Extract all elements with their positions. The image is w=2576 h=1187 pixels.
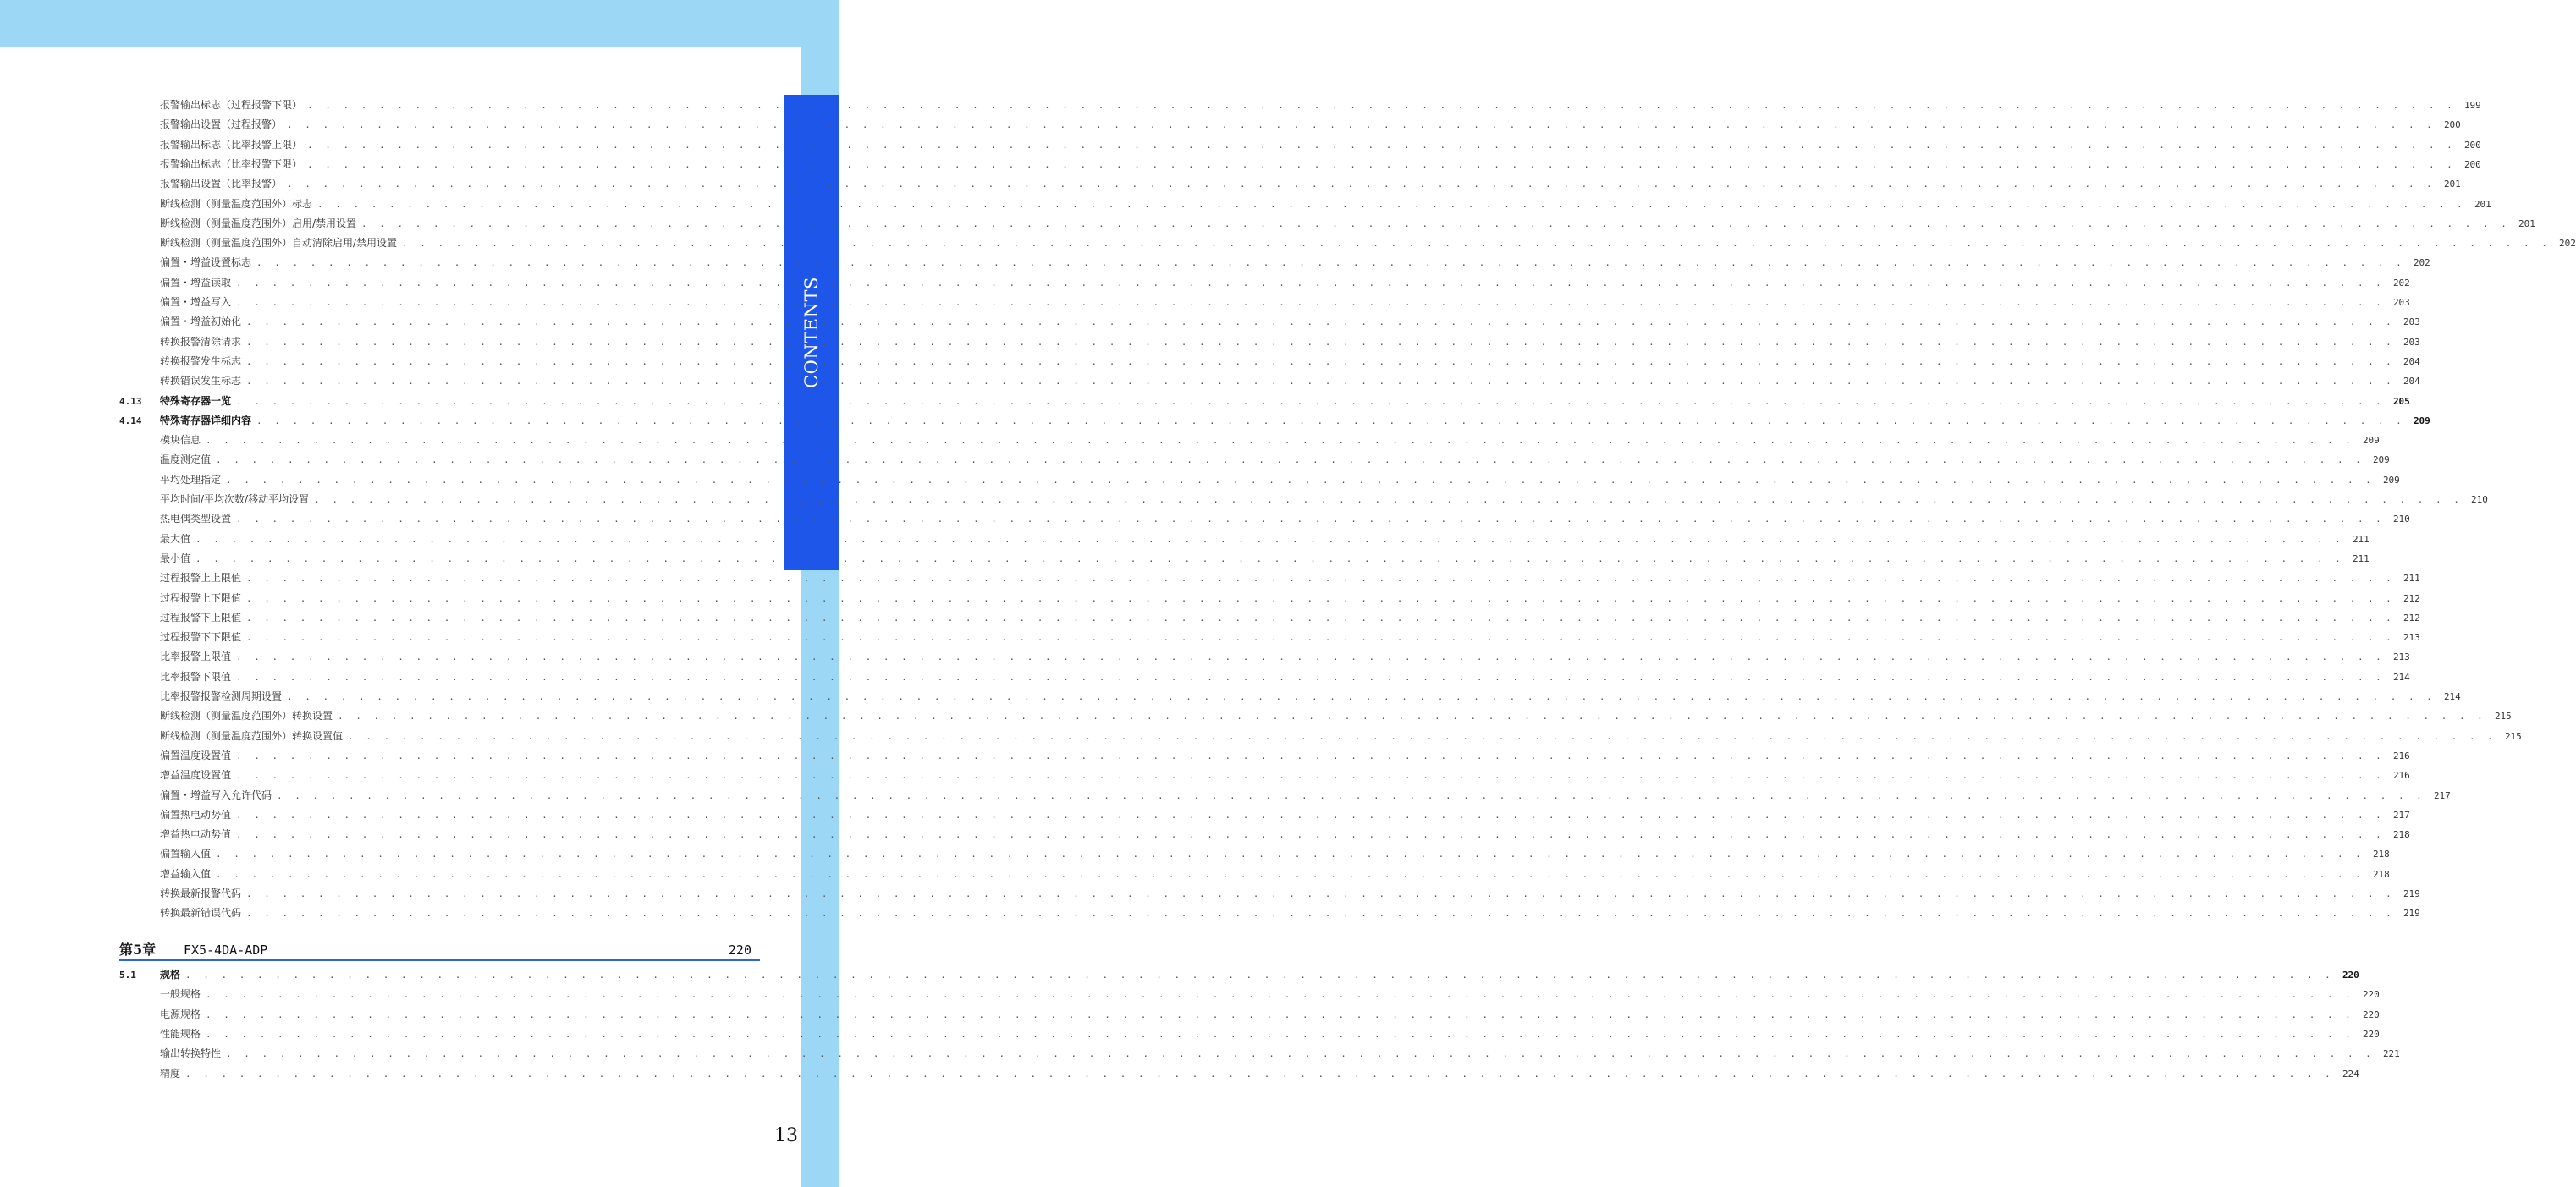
toc-entry-title: 偏置・增益设置标志 <box>160 256 252 269</box>
toc-entry-page: 219 <box>2403 888 2420 899</box>
toc-leader-dots: . . . . . . . . . . . . . . . . . . . . . . . . . . . . . . . . . . . . . . . . . . . . . . . . . . . . . . . . . . . . . . . . . . . . . . . . . . . . . . . . . . . . . . . . . . . . . . . . . . . . . . . . . . . . . . . . . . . . . . . . <box>307 100 2456 111</box>
toc-leader-dots: . . . . . . . . . . . . . . . . . . . . . . . . . . . . . . . . . . . . . . . . . . . . . . . . . . . . . . . . . . . . . . . . . . . . . . . . . . . . . . . . . . . . . . . . . . . . . . . . . . . . . . . . . . . . . . . . . . . . . . . . <box>226 474 2375 486</box>
toc-leader-dots: . . . . . . . . . . . . . . . . . . . . . . . . . . . . . . . . . . . . . . . . . . . . . . . . . . . . . . . . . . . . . . . . . . . . . . . . . . . . . . . . . . . . . . . . . . . . . . . . . . . . . . . . . . . . . . . . . . . . . . . . <box>185 1068 2334 1080</box>
toc-entry-page: 199 <box>2463 100 2481 111</box>
toc-leader-dots: . . . . . . . . . . . . . . . . . . . . . . . . . . . . . . . . . . . . . . . . . . . . . . . . . . . . . . . . . . . . . . . . . . . . . . . . . . . . . . . . . . . . . . . . . . . . . . . . . . . . . . . . . . . . . . . . . . . . . . . . <box>236 829 2385 841</box>
toc-leader-dots: . . . . . . . . . . . . . . . . . . . . . . . . . . . . . . . . . . . . . . . . . . . . . . . . . . . . . . . . . . . . . . . . . . . . . . . . . . . . . . . . . . . . . . . . . . . . . . . . . . . . . . . . . . . . . . . . . . . . . . . . <box>246 376 2395 387</box>
toc-leader-dots: . . . . . . . . . . . . . . . . . . . . . . . . . . . . . . . . . . . . . . . . . . . . . . . . . . . . . . . . . . . . . . . . . . . . . . . . . . . . . . . . . . . . . . . . . . . . . . . . . . . . . . . . . . . . . . . . . . . . . . . . <box>185 970 2334 981</box>
toc-leader-dots: . . . . . . . . . . . . . . . . . . . . . . . . . . . . . . . . . . . . . . . . . . . . . . . . . . . . . . . . . . . . . . . . . . . . . . . . . . . . . . . . . . . . . . . . . . . . . . . . . . . . . . . . . . . . . . . . . . . . . . . . <box>317 198 2466 210</box>
toc-leader-dots: . . . . . . . . . . . . . . . . . . . . . . . . . . . . . . . . . . . . . . . . . . . . . . . . . . . . . . . . . . . . . . . . . . . . . . . . . . . . . . . . . . . . . . . . . . . . . . . . . . . . . . . . . . . . . . . . . . . . . . . . <box>246 336 2395 348</box>
toc-entry-page: 214 <box>2392 671 2410 683</box>
toc-entry-page: 201 <box>2474 198 2491 210</box>
toc-entry-page: 212 <box>2403 592 2420 604</box>
toc-entry-title: 报警输出设置（比率报警） <box>160 178 283 190</box>
toc-entry[interactable] <box>119 372 2420 389</box>
toc-entry[interactable] <box>119 728 2522 745</box>
toc-entry-page: 202 <box>2392 277 2410 289</box>
toc-leader-dots: . . . . . . . . . . . . . . . . . . . . . . . . . . . . . . . . . . . . . . . . . . . . . . . . . . . . . . . . . . . . . . . . . . . . . . . . . . . . . . . . . . . . . . . . . . . . . . . . . . . . . . . . . . . . . . . . . . . . . . . . <box>236 651 2385 663</box>
toc-entry-title: 比率报警下限值 <box>160 670 232 683</box>
toc-entry-page: 204 <box>2403 376 2420 387</box>
toc-entry-title: 增益温度设置值 <box>160 769 232 782</box>
toc-entry-title: 断线检测（测量温度范围外）转换设置 <box>160 710 333 723</box>
toc-leader-dots: . . . . . . . . . . . . . . . . . . . . . . . . . . . . . . . . . . . . . . . . . . . . . . . . . . . . . . . . . . . . . . . . . . . . . . . . . . . . . . . . . . . . . . . . . . . . . . . . . . . . . . . . . . . . . . . . . . . . . . . . <box>206 435 2354 447</box>
toc-entry-page: 205 <box>2392 395 2410 407</box>
toc-leader-dots: . . . . . . . . . . . . . . . . . . . . . . . . . . . . . . . . . . . . . . . . . . . . . . . . . . . . . . . . . . . . . . . . . . . . . . . . . . . . . . . . . . . . . . . . . . . . . . . . . . . . . . . . . . . . . . . . . . . . . . . . <box>287 691 2436 702</box>
toc-entry-title: 平均处理指定 <box>160 473 222 486</box>
toc-section-entry[interactable] <box>119 966 2359 983</box>
toc-leader-dots: . . . . . . . . . . . . . . . . . . . . . . . . . . . . . . . . . . . . . . . . . . . . . . . . . . . . . . . . . . . . . . . . . . . . . . . . . . . . . . . . . . . . . . . . . . . . . . . . . . . . . . . . . . . . . . . . . . . . . . . . <box>226 1048 2375 1060</box>
toc-entry[interactable] <box>119 986 2380 1003</box>
toc-leader-dots: . . . . . . . . . . . . . . . . . . . . . . . . . . . . . . . . . . . . . . . . . . . . . . . . . . . . . . . . . . . . . . . . . . . . . . . . . . . . . . . . . . . . . . . . . . . . . . . . . . . . . . . . . . . . . . . . . . . . . . . . <box>287 119 2436 131</box>
toc-entry-title: 过程报警下下限值 <box>160 631 242 644</box>
toc-entry[interactable] <box>119 688 2461 705</box>
toc-leader-dots: . . . . . . . . . . . . . . . . . . . . . . . . . . . . . . . . . . . . . . . . . . . . . . . . . . . . . . . . . . . . . . . . . . . . . . . . . . . . . . . . . . . . . . . . . . . . . . . . . . . . . . . . . . . . . . . . . . . . . . . . <box>361 217 2510 229</box>
toc-entry[interactable] <box>119 707 2512 724</box>
toc-entry-page: 210 <box>2392 514 2410 525</box>
toc-entry-page: 200 <box>2443 119 2461 131</box>
toc-entry-title: 偏置・增益写入 <box>160 296 232 308</box>
toc-entry[interactable] <box>119 629 2420 646</box>
toc-entry-page: 209 <box>2413 415 2430 426</box>
toc-entry-title: 报警输出标志（过程报警下限） <box>160 99 303 111</box>
toc-entry-title: 断线检测（测量温度范围外）自动清除启用/禁用设置 <box>160 237 398 250</box>
toc-entry-page: 216 <box>2392 770 2410 782</box>
page-number: 13 <box>774 1125 798 1146</box>
toc-entry-title: 增益输入值 <box>160 867 212 880</box>
toc-entry-page: 202 <box>2413 257 2430 269</box>
toc-entry-page: 216 <box>2392 750 2410 761</box>
toc-entry-title: 电源规格 <box>160 1008 201 1020</box>
toc-leader-dots: . . . . . . . . . . . . . . . . . . . . . . . . . . . . . . . . . . . . . . . . . . . . . . . . . . . . . . . . . . . . . . . . . . . . . . . . . . . . . . . . . . . . . . . . . . . . . . . . . . . . . . . . . . . . . . . . . . . . . . . . <box>246 355 2395 367</box>
toc-entry[interactable] <box>119 648 2410 665</box>
toc-leader-dots: . . . . . . . . . . . . . . . . . . . . . . . . . . . . . . . . . . . . . . . . . . . . . . . . . . . . . . . . . . . . . . . . . . . . . . . . . . . . . . . . . . . . . . . . . . . . . . . . . . . . . . . . . . . . . . . . . . . . . . . . <box>314 494 2463 505</box>
toc-leader-dots: . . . . . . . . . . . . . . . . . . . . . . . . . . . . . . . . . . . . . . . . . . . . . . . . . . . . . . . . . . . . . . . . . . . . . . . . . . . . . . . . . . . . . . . . . . . . . . . . . . . . . . . . . . . . . . . . . . . . . . . . <box>246 612 2395 624</box>
toc-entry[interactable] <box>119 590 2420 607</box>
toc-entry-page: 218 <box>2372 849 2390 860</box>
toc-entry[interactable] <box>119 806 2410 823</box>
toc-entry-title: 性能规格 <box>160 1027 201 1040</box>
contents-tab-label: CONTENTS <box>801 277 823 388</box>
toc-entry-page: 200 <box>2463 158 2481 170</box>
toc-entry[interactable] <box>119 787 2451 804</box>
toc-leader-dots: . . . . . . . . . . . . . . . . . . . . . . . . . . . . . . . . . . . . . . . . . . . . . . . . . . . . . . . . . . . . . . . . . . . . . . . . . . . . . . . . . . . . . . . . . . . . . . . . . . . . . . . . . . . . . . . . . . . . . . . . <box>246 908 2395 920</box>
toc-entry-title: 一般规格 <box>160 988 201 1001</box>
toc-entry[interactable] <box>119 156 2481 173</box>
toc-entry-title: 比率报警上限值 <box>160 651 232 663</box>
toc-entry-title: 报警输出标志（比率报警下限） <box>160 157 303 170</box>
toc-entry-page: 203 <box>2403 336 2420 348</box>
toc-entry-title: 最大值 <box>160 532 191 545</box>
toc-entry-page: 219 <box>2403 908 2420 920</box>
toc-leader-dots: . . . . . . . . . . . . . . . . . . . . . . . . . . . . . . . . . . . . . . . . . . . . . . . . . . . . . . . . . . . . . . . . . . . . . . . . . . . . . . . . . . . . . . . . . . . . . . . . . . . . . . . . . . . . . . . . . . . . . . . . <box>195 533 2344 545</box>
toc-entry[interactable] <box>119 747 2410 764</box>
toc-leader-dots: . . . . . . . . . . . . . . . . . . . . . . . . . . . . . . . . . . . . . . . . . . . . . . . . . . . . . . . . . . . . . . . . . . . . . . . . . . . . . . . . . . . . . . . . . . . . . . . . . . . . . . . . . . . . . . . . . . . . . . . . <box>236 770 2385 782</box>
toc-entry[interactable] <box>119 254 2430 271</box>
toc-entry-title: 断线检测（测量温度范围外）转换设置值 <box>160 729 344 742</box>
toc-entry-title: 报警输出设置（过程报警） <box>160 118 283 131</box>
toc-leader-dots: . . . . . . . . . . . . . . . . . . . . . . . . . . . . . . . . . . . . . . . . . . . . . . . . . . . . . . . . . . . . . . . . . . . . . . . . . . . . . . . . . . . . . . . . . . . . . . . . . . . . . . . . . . . . . . . . . . . . . . . . <box>206 1008 2354 1020</box>
toc-leader-dots: . . . . . . . . . . . . . . . . . . . . . . . . . . . . . . . . . . . . . . . . . . . . . . . . . . . . . . . . . . . . . . . . . . . . . . . . . . . . . . . . . . . . . . . . . . . . . . . . . . . . . . . . . . . . . . . . . . . . . . . . <box>236 514 2385 525</box>
toc-entry[interactable] <box>119 1065 2359 1082</box>
toc-leader-dots: . . . . . . . . . . . . . . . . . . . . . . . . . . . . . . . . . . . . . . . . . . . . . . . . . . . . . . . . . . . . . . . . . . . . . . . . . . . . . . . . . . . . . . . . . . . . . . . . . . . . . . . . . . . . . . . . . . . . . . . . <box>402 238 2551 250</box>
toc-leader-dots: . . . . . . . . . . . . . . . . . . . . . . . . . . . . . . . . . . . . . . . . . . . . . . . . . . . . . . . . . . . . . . . . . . . . . . . . . . . . . . . . . . . . . . . . . . . . . . . . . . . . . . . . . . . . . . . . . . . . . . . . <box>246 888 2395 899</box>
toc-entry[interactable] <box>119 431 2380 448</box>
toc-leader-dots: . . . . . . . . . . . . . . . . . . . . . . . . . . . . . . . . . . . . . . . . . . . . . . . . . . . . . . . . . . . . . . . . . . . . . . . . . . . . . . . . . . . . . . . . . . . . . . . . . . . . . . . . . . . . . . . . . . . . . . . . <box>236 809 2385 821</box>
toc-entry-title: 过程报警下上限值 <box>160 611 242 624</box>
toc-entry[interactable] <box>119 885 2420 902</box>
toc-entry-title: 偏置・增益初始化 <box>160 316 242 328</box>
toc-entry-page: 218 <box>2372 868 2390 880</box>
toc-entry-page: 217 <box>2433 789 2451 801</box>
toc-entry[interactable] <box>119 116 2461 133</box>
toc-entry-page: 217 <box>2392 809 2410 821</box>
toc-entry-page: 220 <box>2362 1028 2380 1040</box>
toc-leader-dots: . . . . . . . . . . . . . . . . . . . . . . . . . . . . . . . . . . . . . . . . . . . . . . . . . . . . . . . . . . . . . . . . . . . . . . . . . . . . . . . . . . . . . . . . . . . . . . . . . . . . . . . . . . . . . . . . . . . . . . . . <box>236 277 2385 289</box>
toc-entry-title: 偏置・增益读取 <box>160 276 232 289</box>
toc-entry-page: 201 <box>2443 179 2461 190</box>
toc-entry-title: 增益热电动势值 <box>160 828 232 841</box>
toc-entry[interactable] <box>119 313 2420 330</box>
toc-entry-page: 200 <box>2463 139 2481 151</box>
toc-leader-dots: . . . . . . . . . . . . . . . . . . . . . . . . . . . . . . . . . . . . . . . . . . . . . . . . . . . . . . . . . . . . . . . . . . . . . . . . . . . . . . . . . . . . . . . . . . . . . . . . . . . . . . . . . . . . . . . . . . . . . . . . <box>307 158 2456 170</box>
toc-entry-page: 213 <box>2392 651 2410 663</box>
toc-entry-number: 5.1 <box>119 970 136 981</box>
toc-leader-dots: . . . . . . . . . . . . . . . . . . . . . . . . . . . . . . . . . . . . . . . . . . . . . . . . . . . . . . . . . . . . . . . . . . . . . . . . . . . . . . . . . . . . . . . . . . . . . . . . . . . . . . . . . . . . . . . . . . . . . . . . <box>277 789 2425 801</box>
toc-entry-page: 212 <box>2403 612 2420 624</box>
toc-entry[interactable] <box>119 845 2390 862</box>
toc-entry[interactable] <box>119 550 2370 567</box>
toc-entry[interactable] <box>119 904 2420 921</box>
toc-entry[interactable] <box>119 826 2410 843</box>
toc-entry-page: 220 <box>2362 989 2380 1001</box>
toc-leader-dots: . . . . . . . . . . . . . . . . . . . . . . . . . . . . . . . . . . . . . . . . . . . . . . . . . . . . . . . . . . . . . . . . . . . . . . . . . . . . . . . . . . . . . . . . . . . . . . . . . . . . . . . . . . . . . . . . . . . . . . . . <box>216 849 2364 860</box>
toc-entry-title: 断线检测（测量温度范围外）启用/禁用设置 <box>160 217 357 229</box>
toc-entry-title: 偏置输入值 <box>160 848 212 860</box>
top-decorative-band <box>0 0 839 47</box>
toc-entry-page: 209 <box>2372 454 2390 466</box>
toc-entry-page: 211 <box>2352 552 2370 564</box>
toc-entry-page: 203 <box>2392 297 2410 308</box>
toc-leader-dots: . . . . . . . . . . . . . . . . . . . . . . . . . . . . . . . . . . . . . . . . . . . . . . . . . . . . . . . . . . . . . . . . . . . . . . . . . . . . . . . . . . . . . . . . . . . . . . . . . . . . . . . . . . . . . . . . . . . . . . . . <box>246 573 2395 585</box>
toc-entry-page: 203 <box>2403 316 2420 328</box>
toc-entry-title: 报警输出标志（比率报警上限） <box>160 138 303 151</box>
toc-entry-title: 过程报警上下限值 <box>160 591 242 604</box>
toc-leader-dots: . . . . . . . . . . . . . . . . . . . . . . . . . . . . . . . . . . . . . . . . . . . . . . . . . . . . . . . . . . . . . . . . . . . . . . . . . . . . . . . . . . . . . . . . . . . . . . . . . . . . . . . . . . . . . . . . . . . . . . . . <box>256 415 2405 426</box>
toc-entry[interactable] <box>119 195 2491 212</box>
toc-section-entry[interactable] <box>119 393 2410 409</box>
toc-entry-page: 211 <box>2352 533 2370 545</box>
toc-entry[interactable] <box>119 136 2481 153</box>
toc-entry[interactable] <box>119 668 2410 685</box>
chapter-label: 第5章 <box>119 942 157 958</box>
toc-entry-title: 转换报警清除请求 <box>160 335 242 348</box>
toc-entry-page: 211 <box>2403 573 2420 585</box>
toc-leader-dots: . . . . . . . . . . . . . . . . . . . . . . . . . . . . . . . . . . . . . . . . . . . . . . . . . . . . . . . . . . . . . . . . . . . . . . . . . . . . . . . . . . . . . . . . . . . . . . . . . . . . . . . . . . . . . . . . . . . . . . . . <box>246 316 2395 328</box>
toc-entry[interactable] <box>119 1025 2380 1042</box>
toc-entry-page: 224 <box>2342 1068 2359 1080</box>
toc-leader-dots: . . . . . . . . . . . . . . . . . . . . . . . . . . . . . . . . . . . . . . . . . . . . . . . . . . . . . . . . . . . . . . . . . . . . . . . . . . . . . . . . . . . . . . . . . . . . . . . . . . . . . . . . . . . . . . . . . . . . . . . . <box>195 552 2344 564</box>
chapter-underline <box>119 959 760 961</box>
toc-entry[interactable] <box>119 866 2390 882</box>
toc-entry[interactable] <box>119 609 2420 626</box>
toc-entry-title: 温度测定值 <box>160 453 212 466</box>
toc-leader-dots: . . . . . . . . . . . . . . . . . . . . . . . . . . . . . . . . . . . . . . . . . . . . . . . . . . . . . . . . . . . . . . . . . . . . . . . . . . . . . . . . . . . . . . . . . . . . . . . . . . . . . . . . . . . . . . . . . . . . . . . . <box>338 711 2486 723</box>
toc-entry-title: 输出转换特性 <box>160 1047 222 1060</box>
toc-leader-dots: . . . . . . . . . . . . . . . . . . . . . . . . . . . . . . . . . . . . . . . . . . . . . . . . . . . . . . . . . . . . . . . . . . . . . . . . . . . . . . . . . . . . . . . . . . . . . . . . . . . . . . . . . . . . . . . . . . . . . . . . <box>287 179 2436 190</box>
toc-leader-dots: . . . . . . . . . . . . . . . . . . . . . . . . . . . . . . . . . . . . . . . . . . . . . . . . . . . . . . . . . . . . . . . . . . . . . . . . . . . . . . . . . . . . . . . . . . . . . . . . . . . . . . . . . . . . . . . . . . . . . . . . <box>236 297 2385 308</box>
chapter-title: FX5-4DA-ADP <box>184 942 268 958</box>
toc-entry[interactable] <box>119 569 2420 586</box>
toc-leader-dots: . . . . . . . . . . . . . . . . . . . . . . . . . . . . . . . . . . . . . . . . . . . . . . . . . . . . . . . . . . . . . . . . . . . . . . . . . . . . . . . . . . . . . . . . . . . . . . . . . . . . . . . . . . . . . . . . . . . . . . . . <box>348 730 2496 742</box>
toc-entry-title: 特殊寄存器详细内容 <box>160 414 252 426</box>
toc-entry[interactable] <box>119 175 2461 192</box>
toc-leader-dots: . . . . . . . . . . . . . . . . . . . . . . . . . . . . . . . . . . . . . . . . . . . . . . . . . . . . . . . . . . . . . . . . . . . . . . . . . . . . . . . . . . . . . . . . . . . . . . . . . . . . . . . . . . . . . . . . . . . . . . . . <box>246 632 2395 644</box>
toc-entry-title: 偏置热电动势值 <box>160 808 232 821</box>
toc-entry-page: 209 <box>2362 435 2380 447</box>
toc-leader-dots: . . . . . . . . . . . . . . . . . . . . . . . . . . . . . . . . . . . . . . . . . . . . . . . . . . . . . . . . . . . . . . . . . . . . . . . . . . . . . . . . . . . . . . . . . . . . . . . . . . . . . . . . . . . . . . . . . . . . . . . . <box>236 671 2385 683</box>
toc-entry[interactable] <box>119 1006 2380 1023</box>
toc-leader-dots: . . . . . . . . . . . . . . . . . . . . . . . . . . . . . . . . . . . . . . . . . . . . . . . . . . . . . . . . . . . . . . . . . . . . . . . . . . . . . . . . . . . . . . . . . . . . . . . . . . . . . . . . . . . . . . . . . . . . . . . . <box>256 257 2405 269</box>
toc-entry-page: 209 <box>2382 474 2400 486</box>
toc-entry[interactable] <box>119 451 2390 468</box>
toc-entry-title: 转换最新错误代码 <box>160 907 242 920</box>
toc-leader-dots: . . . . . . . . . . . . . . . . . . . . . . . . . . . . . . . . . . . . . . . . . . . . . . . . . . . . . . . . . . . . . . . . . . . . . . . . . . . . . . . . . . . . . . . . . . . . . . . . . . . . . . . . . . . . . . . . . . . . . . . . <box>216 868 2364 880</box>
toc-leader-dots: . . . . . . . . . . . . . . . . . . . . . . . . . . . . . . . . . . . . . . . . . . . . . . . . . . . . . . . . . . . . . . . . . . . . . . . . . . . . . . . . . . . . . . . . . . . . . . . . . . . . . . . . . . . . . . . . . . . . . . . . <box>206 989 2354 1001</box>
toc-entry[interactable] <box>119 353 2420 370</box>
toc-entry[interactable] <box>119 234 2576 251</box>
toc-entry-page: 202 <box>2558 238 2576 250</box>
toc-entry-title: 偏置温度设置值 <box>160 749 232 761</box>
toc-entry-title: 最小值 <box>160 552 191 564</box>
toc-entry[interactable] <box>119 333 2420 350</box>
toc-entry-page: 201 <box>2518 217 2535 229</box>
toc-entry-number: 4.13 <box>119 395 142 407</box>
toc-entry-title: 特殊寄存器一览 <box>160 394 232 407</box>
toc-section-entry[interactable] <box>119 412 2430 429</box>
toc-leader-dots: . . . . . . . . . . . . . . . . . . . . . . . . . . . . . . . . . . . . . . . . . . . . . . . . . . . . . . . . . . . . . . . . . . . . . . . . . . . . . . . . . . . . . . . . . . . . . . . . . . . . . . . . . . . . . . . . . . . . . . . . <box>246 592 2395 604</box>
toc-entry[interactable] <box>119 1045 2400 1062</box>
toc-entry-page: 215 <box>2504 730 2522 742</box>
chapter-page: 220 <box>728 942 751 958</box>
toc-entry-page: 220 <box>2362 1008 2380 1020</box>
toc-entry-title: 转换最新报警代码 <box>160 888 242 899</box>
toc-entry-title: 规格 <box>160 969 181 981</box>
toc-leader-dots: . . . . . . . . . . . . . . . . . . . . . . . . . . . . . . . . . . . . . . . . . . . . . . . . . . . . . . . . . . . . . . . . . . . . . . . . . . . . . . . . . . . . . . . . . . . . . . . . . . . . . . . . . . . . . . . . . . . . . . . . <box>236 395 2385 407</box>
toc-entry-title: 转换报警发生标志 <box>160 354 242 367</box>
toc-leader-dots: . . . . . . . . . . . . . . . . . . . . . . . . . . . . . . . . . . . . . . . . . . . . . . . . . . . . . . . . . . . . . . . . . . . . . . . . . . . . . . . . . . . . . . . . . . . . . . . . . . . . . . . . . . . . . . . . . . . . . . . . <box>206 1028 2354 1040</box>
toc-leader-dots: . . . . . . . . . . . . . . . . . . . . . . . . . . . . . . . . . . . . . . . . . . . . . . . . . . . . . . . . . . . . . . . . . . . . . . . . . . . . . . . . . . . . . . . . . . . . . . . . . . . . . . . . . . . . . . . . . . . . . . . . <box>236 750 2385 761</box>
toc-entry[interactable] <box>119 274 2410 291</box>
chapter-heading[interactable] <box>119 939 751 959</box>
toc-entry[interactable] <box>119 96 2481 113</box>
toc-entry-title: 精度 <box>160 1067 181 1080</box>
toc-entry[interactable] <box>119 471 2400 488</box>
toc-entry-page: 220 <box>2342 970 2359 981</box>
toc-entry-page: 210 <box>2471 494 2488 505</box>
toc-leader-dots: . . . . . . . . . . . . . . . . . . . . . . . . . . . . . . . . . . . . . . . . . . . . . . . . . . . . . . . . . . . . . . . . . . . . . . . . . . . . . . . . . . . . . . . . . . . . . . . . . . . . . . . . . . . . . . . . . . . . . . . . <box>216 454 2364 466</box>
toc-entry-title: 热电偶类型设置 <box>160 513 232 525</box>
toc-entry[interactable] <box>119 215 2535 232</box>
toc-entry[interactable] <box>119 294 2410 310</box>
toc-entry-title: 平均时间/平均次数/移动平均设置 <box>160 493 310 505</box>
toc-entry[interactable] <box>119 767 2410 783</box>
toc-entry-title: 断线检测（测量温度范围外）标志 <box>160 197 313 210</box>
toc-entry-title: 转换错误发生标志 <box>160 375 242 387</box>
toc-entry-number: 4.14 <box>119 415 142 426</box>
toc-entry[interactable] <box>119 491 2488 508</box>
toc-leader-dots: . . . . . . . . . . . . . . . . . . . . . . . . . . . . . . . . . . . . . . . . . . . . . . . . . . . . . . . . . . . . . . . . . . . . . . . . . . . . . . . . . . . . . . . . . . . . . . . . . . . . . . . . . . . . . . . . . . . . . . . . <box>307 139 2456 151</box>
toc-entry-title: 比率报警报警检测周期设置 <box>160 690 283 702</box>
toc-entry[interactable] <box>119 530 2370 547</box>
toc-entry[interactable] <box>119 510 2410 527</box>
toc-entry-page: 221 <box>2382 1048 2400 1060</box>
toc-entry-page: 218 <box>2392 829 2410 841</box>
toc-entry-title: 模块信息 <box>160 434 201 447</box>
toc-entry-title: 过程报警上上限值 <box>160 572 242 585</box>
toc-entry-page: 204 <box>2403 355 2420 367</box>
toc-entry-page: 215 <box>2494 711 2512 723</box>
toc-entry-page: 213 <box>2403 632 2420 644</box>
toc-entry-page: 214 <box>2443 691 2461 702</box>
toc-entry-title: 偏置・增益写入允许代码 <box>160 789 272 801</box>
